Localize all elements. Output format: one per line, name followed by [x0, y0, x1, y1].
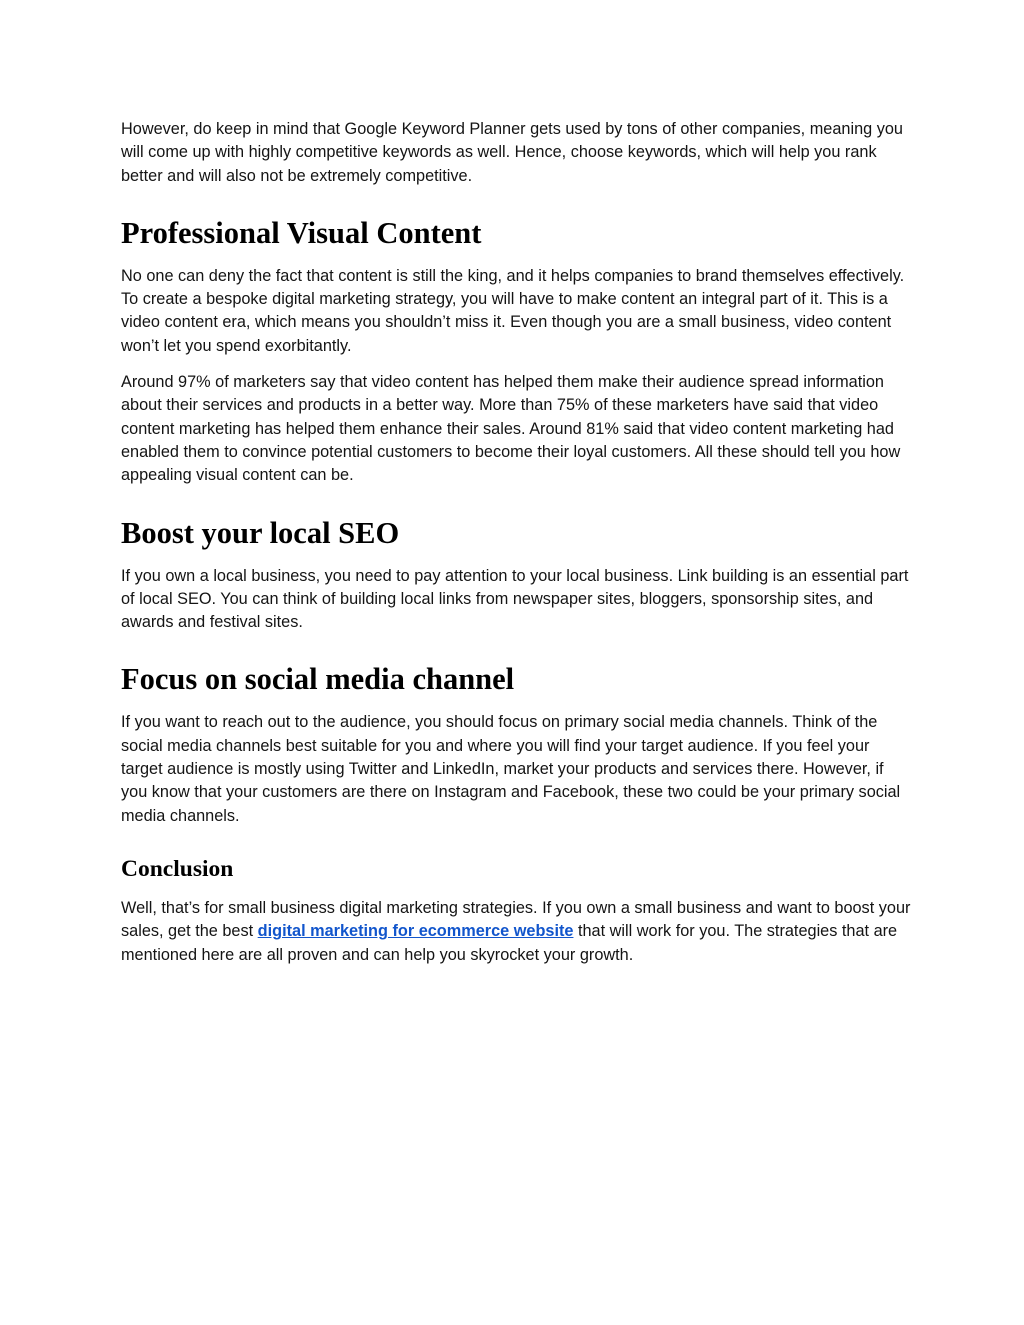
heading-boost-local-seo: Boost your local SEO — [121, 515, 400, 550]
conclusion-text-after-link: that will work for you. The strategies that are mentioned here are all proven and can help you skyrocket your growth. — [121, 922, 898, 964]
seo-paragraph: If you own a local business, you need to pay attention to your local business. Link building is an essential part of local SEO. You can think of building local links from newspaper sites, bloggers, sponsorship sites, and awards and festival sites. — [121, 566, 909, 632]
conclusion-paragraph — [121, 897, 911, 967]
heading-professional-visual-content: Professional Visual Content — [121, 215, 482, 250]
heading-conclusion: Conclusion — [121, 855, 234, 882]
visual-paragraph-2: Around 97% of marketers say that video content has helped them make their audience spread information about their services and products in a better way. More than 75% of these marketers have said that video content marketing has helped them enhance their sales. Around 81% said that video content marketing had enabled them to convince potential customers to become their loyal customers. All these should tell you how appealing visual content can be. — [121, 373, 901, 485]
visual-paragraph-1: No one can deny the fact that content is still the king, and it helps companies to brand themselves effectively. To create a bespoke digital marketing strategy, you will have to make content an integral part of it. This is a video content era, which means you shouldn’t miss it. Even though you are a small business, video content won’t let you spend exorbitantly. — [121, 266, 905, 355]
intro-paragraph: However, do keep in mind that Google Keyword Planner gets used by tons of other companies, meaning you will come up with highly competitive keywords as well. Hence, choose keywords, which will help you rank better and will also not be extremely competitive. — [121, 120, 903, 185]
social-paragraph: If you want to reach out to the audience, you should focus on primary social media channels. Think of the social media channels best suitable for you and where you will find your target audience. If you feel your target audience is mostly using Twitter and LinkedIn, market your products and services there. However, if you know that your customers are there on Instagram and Facebook, these two could be your primary social media channels. — [121, 713, 901, 825]
conclusion-text-before-link: Well, that’s for small business digital marketing strategies. If you own a small business and want to boost your sales, get the best — [121, 898, 911, 941]
document-page — [121, 118, 911, 980]
heading-focus-social-media: Focus on social media channel — [121, 662, 515, 697]
ecommerce-marketing-link[interactable]: digital marketing for ecommerce website — [257, 922, 574, 941]
